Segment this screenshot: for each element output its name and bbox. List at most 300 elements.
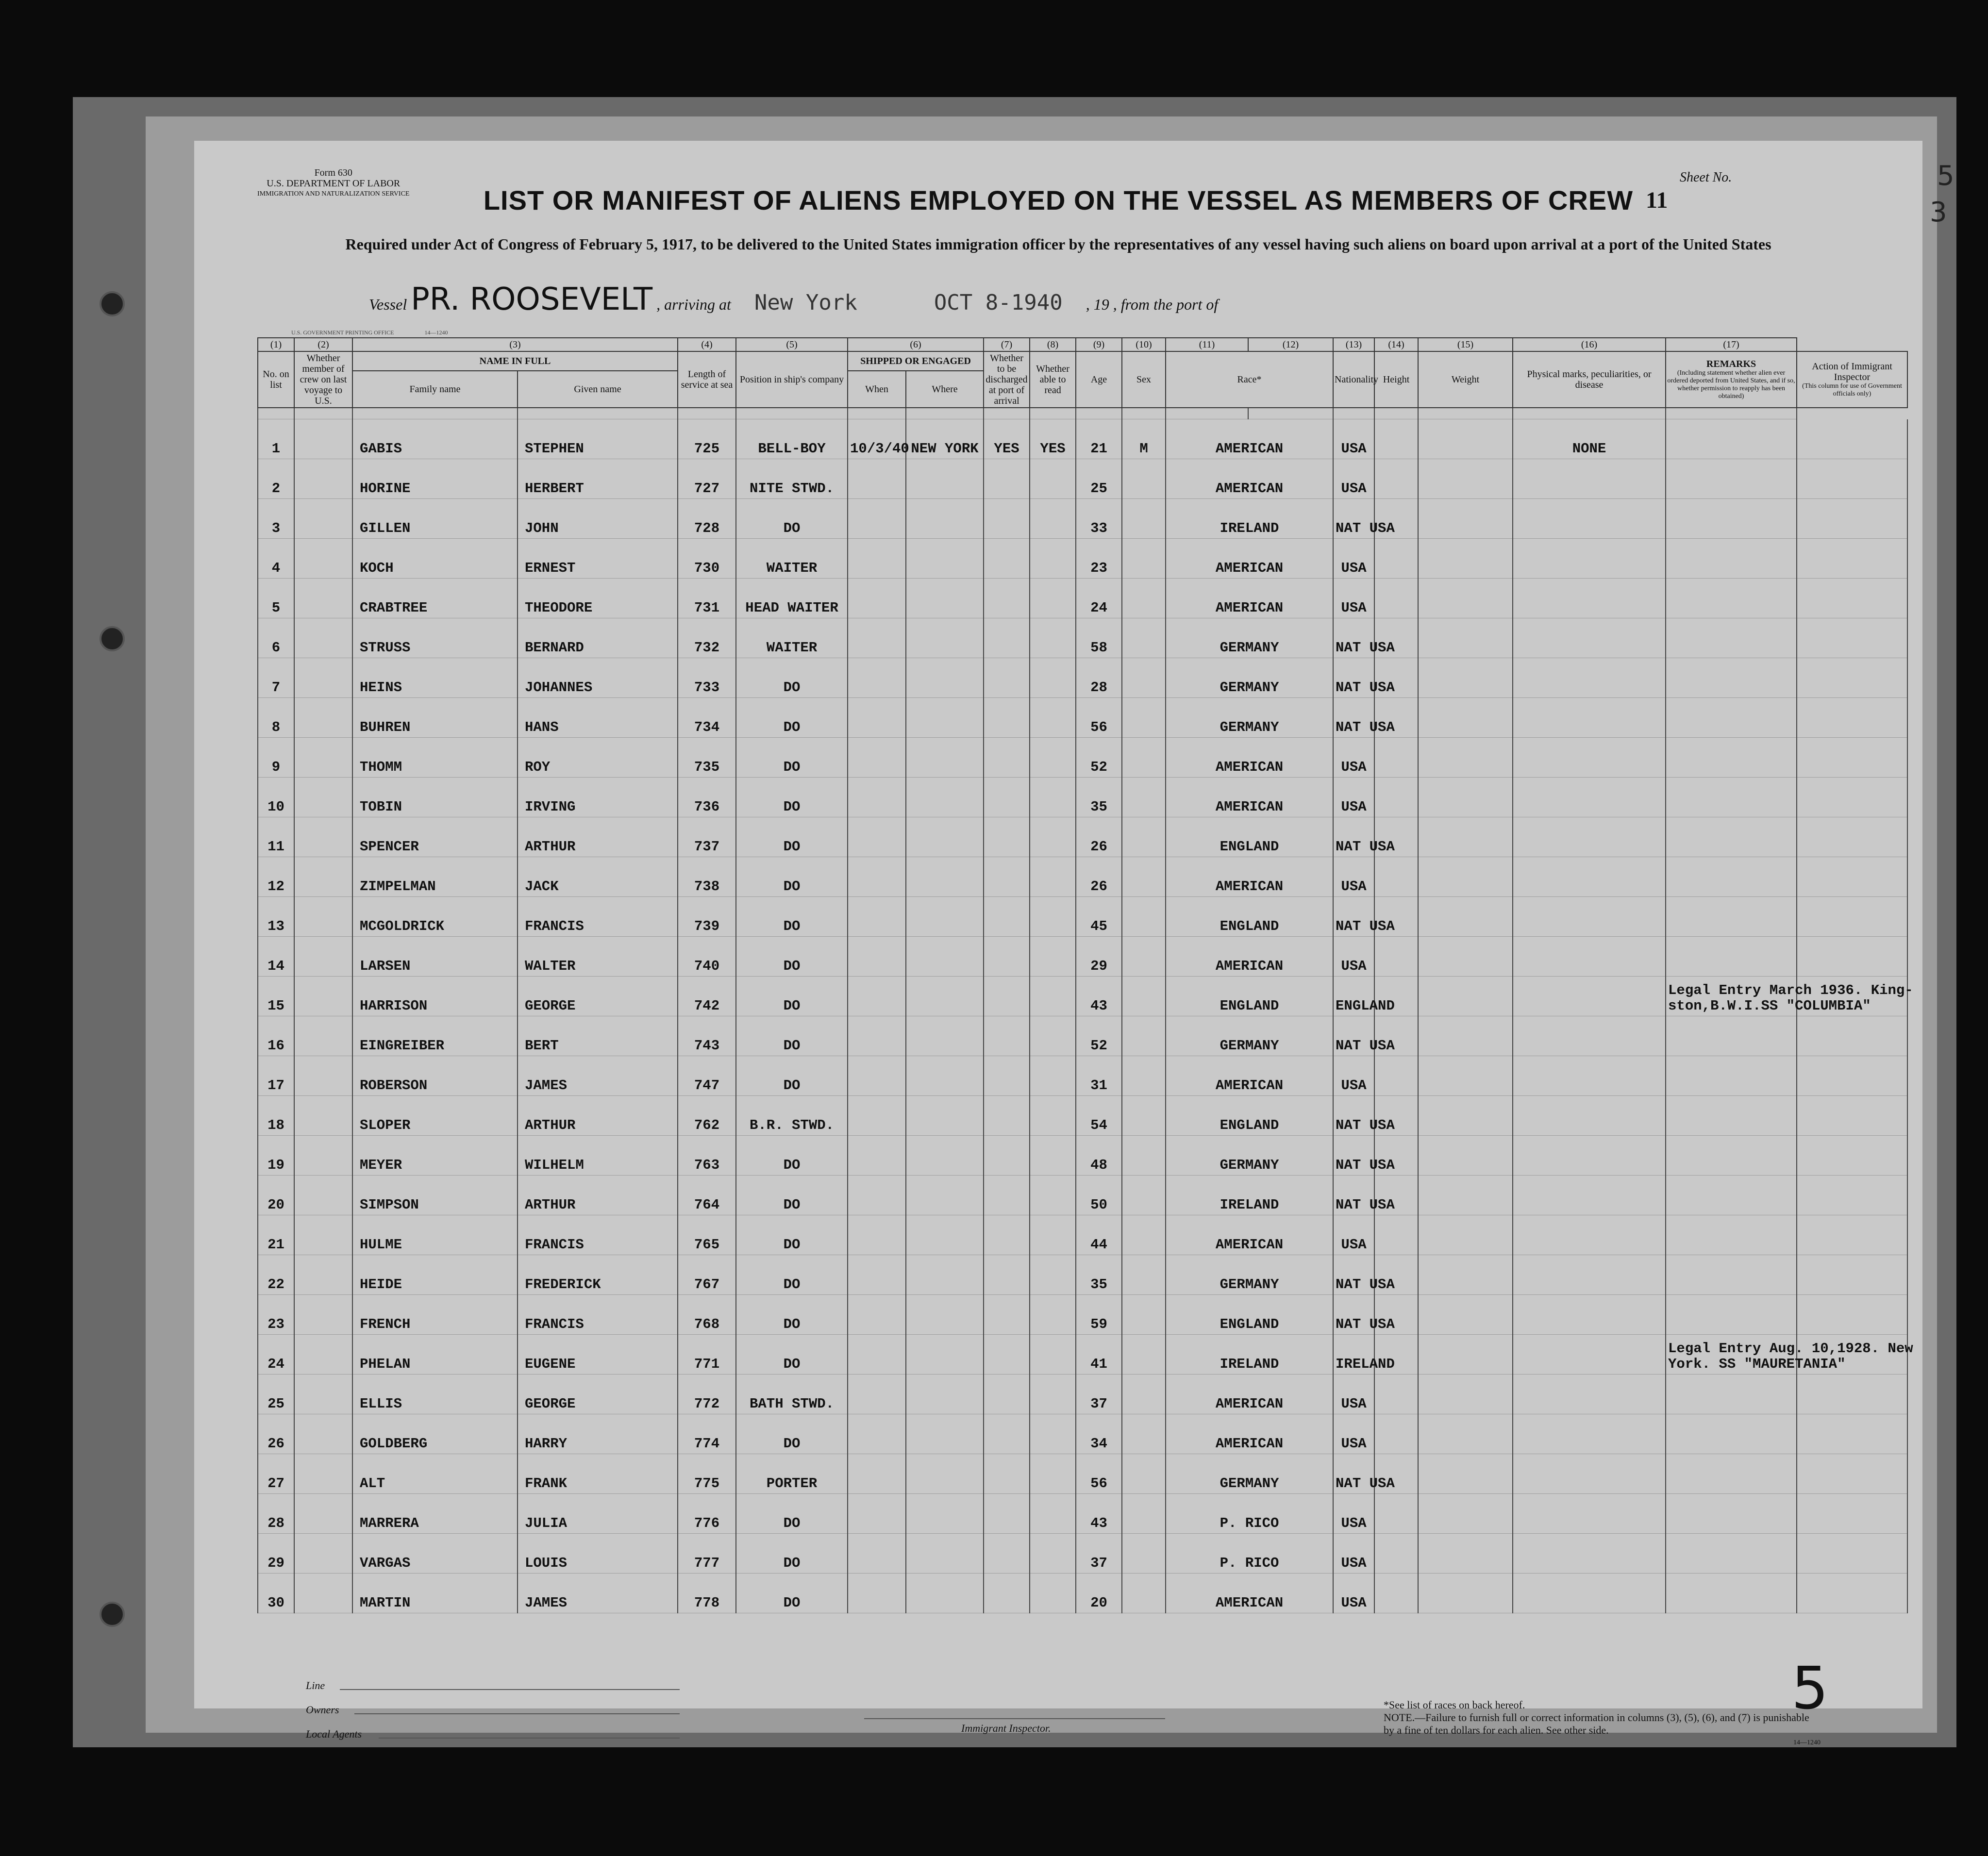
sex	[1122, 857, 1166, 897]
discharged	[984, 897, 1030, 937]
table-row	[258, 499, 1907, 539]
shipped-where: NEW YORK	[906, 419, 984, 459]
col-num: (10)	[1122, 338, 1166, 351]
given-name: WILHELM	[518, 1136, 678, 1176]
remarks: Legal Entry March 1936. King- ston,B.W.I.SS "COLUMBIA"	[1666, 977, 1797, 1016]
row-number: 19	[258, 1136, 294, 1176]
col-num: (2)	[294, 338, 352, 351]
nationality: NAT USA	[1333, 1176, 1374, 1215]
nationality: USA	[1333, 1534, 1374, 1574]
vessel-name: PR. ROOSEVELT	[411, 282, 653, 317]
able-to-read	[1030, 1574, 1076, 1613]
discharged	[984, 1215, 1030, 1255]
family-name: BUHREN	[352, 698, 518, 738]
discharged	[984, 579, 1030, 618]
row-number: 25	[258, 1375, 294, 1414]
inspector-action	[1797, 499, 1907, 539]
family-name: SIMPSON	[352, 1176, 518, 1215]
position: DO	[736, 1056, 848, 1096]
crew-last-voyage-cell	[294, 459, 352, 499]
given-name: FRANK	[518, 1454, 678, 1494]
family-name: THOMM	[352, 738, 518, 778]
row-number: 1	[258, 419, 294, 459]
nationality: USA	[1333, 419, 1374, 459]
shipped-where	[906, 1454, 984, 1494]
row-number: 7	[258, 658, 294, 698]
shipped-where	[906, 499, 984, 539]
position: PORTER	[736, 1454, 848, 1494]
table-row	[258, 1414, 1907, 1454]
printer-line	[291, 329, 448, 336]
family-name: GILLEN	[352, 499, 518, 539]
shipped-where	[906, 1414, 984, 1454]
sex	[1122, 1534, 1166, 1574]
remarks	[1666, 1574, 1797, 1613]
height	[1374, 1574, 1418, 1613]
remarks	[1666, 1454, 1797, 1494]
printer-code: 14—1240	[424, 329, 448, 336]
sex: M	[1122, 419, 1166, 459]
crew-last-voyage-cell	[294, 1295, 352, 1335]
physical-marks	[1513, 977, 1666, 1016]
physical-marks	[1513, 1335, 1666, 1375]
age: 21	[1076, 419, 1122, 459]
crew-last-voyage-cell	[294, 539, 352, 579]
spacer-row	[258, 408, 1907, 419]
inspector-action	[1797, 778, 1907, 817]
race: ENGLAND	[1166, 977, 1333, 1016]
length-of-service: 772	[678, 1375, 736, 1414]
position: BATH STWD.	[736, 1375, 848, 1414]
given-name: FRANCIS	[518, 897, 678, 937]
physical-marks	[1513, 778, 1666, 817]
remarks	[1666, 499, 1797, 539]
race: ENGLAND	[1166, 897, 1333, 937]
length-of-service: 725	[678, 419, 736, 459]
weight	[1418, 419, 1513, 459]
given-name: BERNARD	[518, 618, 678, 658]
action-note: (This column for use of Government officials only)	[1802, 382, 1902, 398]
age: 52	[1076, 738, 1122, 778]
nationality: USA	[1333, 1494, 1374, 1534]
given-name: ARTHUR	[518, 1096, 678, 1136]
given-name: JAMES	[518, 1574, 678, 1613]
position: BELL-BOY	[736, 419, 848, 459]
position: DO	[736, 1534, 848, 1574]
punch-hole-icon	[100, 626, 125, 651]
able-to-read	[1030, 1295, 1076, 1335]
header-physical-marks: Physical marks, peculiarities, or disease	[1513, 351, 1666, 408]
weight	[1418, 817, 1513, 857]
weight	[1418, 937, 1513, 977]
remarks	[1666, 539, 1797, 579]
weight	[1418, 897, 1513, 937]
shipped-when	[848, 1375, 906, 1414]
service: IMMIGRATION AND NATURALIZATION SERVICE	[257, 190, 410, 198]
shipped-where	[906, 1335, 984, 1375]
sheet-number: 11	[1646, 187, 1668, 213]
shipped-where	[906, 459, 984, 499]
position: DO	[736, 937, 848, 977]
nationality: USA	[1333, 1375, 1374, 1414]
crew-last-voyage-cell	[294, 1096, 352, 1136]
shipped-where	[906, 738, 984, 778]
nationality: NAT USA	[1333, 1136, 1374, 1176]
discharged	[984, 1494, 1030, 1534]
physical-marks	[1513, 897, 1666, 937]
col-num: (9)	[1076, 338, 1122, 351]
given-name: THEODORE	[518, 579, 678, 618]
discharged	[984, 459, 1030, 499]
col-num: (5)	[736, 338, 848, 351]
race: GERMANY	[1166, 618, 1333, 658]
shipped-where	[906, 698, 984, 738]
age: 33	[1076, 499, 1122, 539]
remarks	[1666, 1056, 1797, 1096]
able-to-read	[1030, 1176, 1076, 1215]
table-row	[258, 1494, 1907, 1534]
height	[1374, 419, 1418, 459]
crew-last-voyage-cell	[294, 618, 352, 658]
length-of-service: 728	[678, 499, 736, 539]
able-to-read	[1030, 1494, 1076, 1534]
crew-manifest-table	[257, 337, 1913, 1613]
position: DO	[736, 1295, 848, 1335]
remarks	[1666, 1295, 1797, 1335]
discharged	[984, 1454, 1030, 1494]
shipped-where	[906, 1375, 984, 1414]
table-row	[258, 1176, 1907, 1215]
given-name: ROY	[518, 738, 678, 778]
weight	[1418, 1215, 1513, 1255]
race: ENGLAND	[1166, 1096, 1333, 1136]
weight	[1418, 658, 1513, 698]
date-stamp: OCT 8-1940	[934, 290, 1063, 315]
remarks	[1666, 1494, 1797, 1534]
footnote-code: 14—1240	[1793, 1739, 1821, 1746]
remarks	[1666, 618, 1797, 658]
row-number: 16	[258, 1016, 294, 1056]
inspector-action	[1797, 1056, 1907, 1096]
position: DO	[736, 897, 848, 937]
header-when: When	[848, 371, 906, 408]
weight	[1418, 1454, 1513, 1494]
age: 43	[1076, 1494, 1122, 1534]
age: 41	[1076, 1335, 1122, 1375]
age: 25	[1076, 459, 1122, 499]
race: GERMANY	[1166, 1016, 1333, 1056]
crew-last-voyage-cell	[294, 977, 352, 1016]
shipped-when	[848, 698, 906, 738]
family-name: MCGOLDRICK	[352, 897, 518, 937]
row-number: 10	[258, 778, 294, 817]
length-of-service: 736	[678, 778, 736, 817]
physical-marks	[1513, 738, 1666, 778]
table-row	[258, 618, 1907, 658]
able-to-read	[1030, 977, 1076, 1016]
inspector-action	[1797, 1176, 1907, 1215]
local-agents-label: Local Agents	[306, 1728, 362, 1740]
given-name: GEORGE	[518, 977, 678, 1016]
position: DO	[736, 1574, 848, 1613]
crew-last-voyage-cell	[294, 937, 352, 977]
sex	[1122, 1096, 1166, 1136]
crew-last-voyage-cell	[294, 499, 352, 539]
row-number: 28	[258, 1494, 294, 1534]
weight	[1418, 618, 1513, 658]
row-number: 17	[258, 1056, 294, 1096]
physical-marks	[1513, 618, 1666, 658]
nationality: USA	[1333, 539, 1374, 579]
shipped-where	[906, 618, 984, 658]
race: IRELAND	[1166, 499, 1333, 539]
sheet-number-label: Sheet No.	[1680, 170, 1732, 185]
punch-hole-icon	[100, 291, 125, 316]
age: 56	[1076, 698, 1122, 738]
given-name: EUGENE	[518, 1335, 678, 1375]
shipped-when	[848, 1056, 906, 1096]
shipped-when	[848, 778, 906, 817]
remarks	[1666, 1016, 1797, 1056]
shipped-when	[848, 1494, 906, 1534]
table-row	[258, 459, 1907, 499]
remarks	[1666, 1096, 1797, 1136]
inspector-action	[1797, 1494, 1907, 1534]
row-number: 11	[258, 817, 294, 857]
weight	[1418, 1494, 1513, 1534]
weight	[1418, 977, 1513, 1016]
sex	[1122, 1215, 1166, 1255]
crew-last-voyage-cell	[294, 738, 352, 778]
physical-marks	[1513, 817, 1666, 857]
table-row	[258, 1375, 1907, 1414]
margin-mark: 3	[1930, 197, 1947, 228]
able-to-read	[1030, 1454, 1076, 1494]
form-number: Form 630	[314, 167, 352, 178]
length-of-service: 737	[678, 817, 736, 857]
sex	[1122, 579, 1166, 618]
length-of-service: 767	[678, 1255, 736, 1295]
header-row-1	[258, 351, 1907, 371]
footnote-penalty: NOTE.—Failure to furnish full or correct information in columns (3), (5), (6), and (7) is punishable by a fine of ten dollars for each alien. See other side.	[1384, 1711, 1809, 1736]
table-row	[258, 698, 1907, 738]
header-name-in-full: NAME IN FULL	[352, 351, 678, 371]
able-to-read	[1030, 459, 1076, 499]
table-row	[258, 1136, 1907, 1176]
weight	[1418, 499, 1513, 539]
length-of-service: 733	[678, 658, 736, 698]
race: AMERICAN	[1166, 419, 1333, 459]
nationality: USA	[1333, 857, 1374, 897]
discharged	[984, 1414, 1030, 1454]
given-name: FRANCIS	[518, 1215, 678, 1255]
length-of-service: 743	[678, 1016, 736, 1056]
arriving-label: , arriving at	[656, 296, 731, 313]
age: 54	[1076, 1096, 1122, 1136]
row-number: 13	[258, 897, 294, 937]
remarks: Legal Entry Aug. 10,1928. New York. SS "MAURETANIA"	[1666, 1335, 1797, 1375]
position: DO	[736, 1176, 848, 1215]
remarks	[1666, 1255, 1797, 1295]
crew-last-voyage-cell	[294, 1494, 352, 1534]
table-row	[258, 738, 1907, 778]
height	[1374, 1215, 1418, 1255]
position: DO	[736, 499, 848, 539]
height	[1374, 1494, 1418, 1534]
sex	[1122, 1494, 1166, 1534]
age: 34	[1076, 1414, 1122, 1454]
nationality: NAT USA	[1333, 1255, 1374, 1295]
shipped-when: 10/3/40	[848, 419, 906, 459]
length-of-service: 775	[678, 1454, 736, 1494]
sex	[1122, 1136, 1166, 1176]
line-field	[340, 1689, 680, 1690]
position: WAITER	[736, 618, 848, 658]
crew-last-voyage-cell	[294, 1375, 352, 1414]
age: 58	[1076, 618, 1122, 658]
sex	[1122, 1414, 1166, 1454]
remarks	[1666, 459, 1797, 499]
given-name: STEPHEN	[518, 419, 678, 459]
discharged	[984, 698, 1030, 738]
col-num: (11)	[1166, 338, 1248, 351]
physical-marks: NONE	[1513, 419, 1666, 459]
handwritten-number: 5	[1791, 1655, 1829, 1723]
race: GERMANY	[1166, 1136, 1333, 1176]
table-row	[258, 1574, 1907, 1613]
length-of-service: 765	[678, 1215, 736, 1255]
shipped-when	[848, 817, 906, 857]
weight	[1418, 1176, 1513, 1215]
row-number: 14	[258, 937, 294, 977]
col-num: (17)	[1666, 338, 1797, 351]
inspector-action	[1797, 419, 1907, 459]
physical-marks	[1513, 857, 1666, 897]
family-name: MARRERA	[352, 1494, 518, 1534]
shipped-when	[848, 1574, 906, 1613]
discharged	[984, 1016, 1030, 1056]
family-name: HORINE	[352, 459, 518, 499]
header-crew-last-voyage: Whether member of crew on last voyage to U.S.	[294, 351, 352, 408]
weight	[1418, 1056, 1513, 1096]
shipped-where	[906, 1096, 984, 1136]
crew-last-voyage-cell	[294, 1454, 352, 1494]
inspector-action	[1797, 459, 1907, 499]
remarks	[1666, 778, 1797, 817]
weight	[1418, 778, 1513, 817]
remarks	[1666, 579, 1797, 618]
local-agents-field	[379, 1738, 680, 1739]
height	[1374, 1056, 1418, 1096]
discharged	[984, 817, 1030, 857]
physical-marks	[1513, 937, 1666, 977]
discharged	[984, 738, 1030, 778]
inspector-action	[1797, 897, 1907, 937]
nationality: NAT USA	[1333, 1096, 1374, 1136]
shipped-when	[848, 1255, 906, 1295]
position: DO	[736, 1136, 848, 1176]
physical-marks	[1513, 1016, 1666, 1056]
shipped-where	[906, 1056, 984, 1096]
header-able-to-read: Whether able to read	[1030, 351, 1076, 408]
sex	[1122, 698, 1166, 738]
remarks	[1666, 857, 1797, 897]
physical-marks	[1513, 459, 1666, 499]
race: GERMANY	[1166, 1255, 1333, 1295]
remarks	[1666, 1414, 1797, 1454]
vessel-label: Vessel	[369, 296, 407, 313]
table-row	[258, 1016, 1907, 1056]
race: AMERICAN	[1166, 778, 1333, 817]
sex	[1122, 817, 1166, 857]
row-number: 2	[258, 459, 294, 499]
inspector-action	[1797, 1255, 1907, 1295]
inspector-action	[1797, 1454, 1907, 1494]
sex	[1122, 977, 1166, 1016]
footnote-races: *See list of races on back hereof.	[1384, 1699, 1525, 1711]
nationality: USA	[1333, 1414, 1374, 1454]
position: DO	[736, 817, 848, 857]
nationality: USA	[1333, 579, 1374, 618]
sex	[1122, 618, 1166, 658]
length-of-service: 742	[678, 977, 736, 1016]
header-weight: Weight	[1418, 351, 1513, 408]
header-given-name: Given name	[518, 371, 678, 408]
family-name: STRUSS	[352, 618, 518, 658]
position: DO	[736, 1016, 848, 1056]
row-number: 4	[258, 539, 294, 579]
remarks-note: (Including statement whether alien ever ordered deported from United States, and if so, whether permission to reapply has been obtained)	[1667, 369, 1795, 400]
header-action	[1797, 351, 1907, 408]
table-row	[258, 1335, 1907, 1375]
given-name: ARTHUR	[518, 817, 678, 857]
physical-marks	[1513, 1295, 1666, 1335]
length-of-service: 738	[678, 857, 736, 897]
col-num: (4)	[678, 338, 736, 351]
able-to-read	[1030, 499, 1076, 539]
family-name: MARTIN	[352, 1574, 518, 1613]
shipped-where	[906, 937, 984, 977]
weight	[1418, 1534, 1513, 1574]
shipped-where	[906, 539, 984, 579]
inspector-action	[1797, 579, 1907, 618]
length-of-service: 740	[678, 937, 736, 977]
age: 44	[1076, 1215, 1122, 1255]
col-num: (1)	[258, 338, 294, 351]
given-name: HARRY	[518, 1414, 678, 1454]
header-family-name: Family name	[352, 371, 518, 408]
age: 23	[1076, 539, 1122, 579]
position: B.R. STWD.	[736, 1096, 848, 1136]
position: DO	[736, 738, 848, 778]
crew-last-voyage-cell	[294, 419, 352, 459]
race: P. RICO	[1166, 1534, 1333, 1574]
race: ENGLAND	[1166, 817, 1333, 857]
remarks	[1666, 658, 1797, 698]
weight	[1418, 857, 1513, 897]
nationality: USA	[1333, 1056, 1374, 1096]
inspector-action	[1797, 1295, 1907, 1335]
able-to-read	[1030, 857, 1076, 897]
family-name: ELLIS	[352, 1375, 518, 1414]
physical-marks	[1513, 1056, 1666, 1096]
weight	[1418, 698, 1513, 738]
shipped-where	[906, 817, 984, 857]
owners-label: Owners	[306, 1704, 339, 1716]
weight	[1418, 1414, 1513, 1454]
crew-last-voyage-cell	[294, 1534, 352, 1574]
age: 20	[1076, 1574, 1122, 1613]
